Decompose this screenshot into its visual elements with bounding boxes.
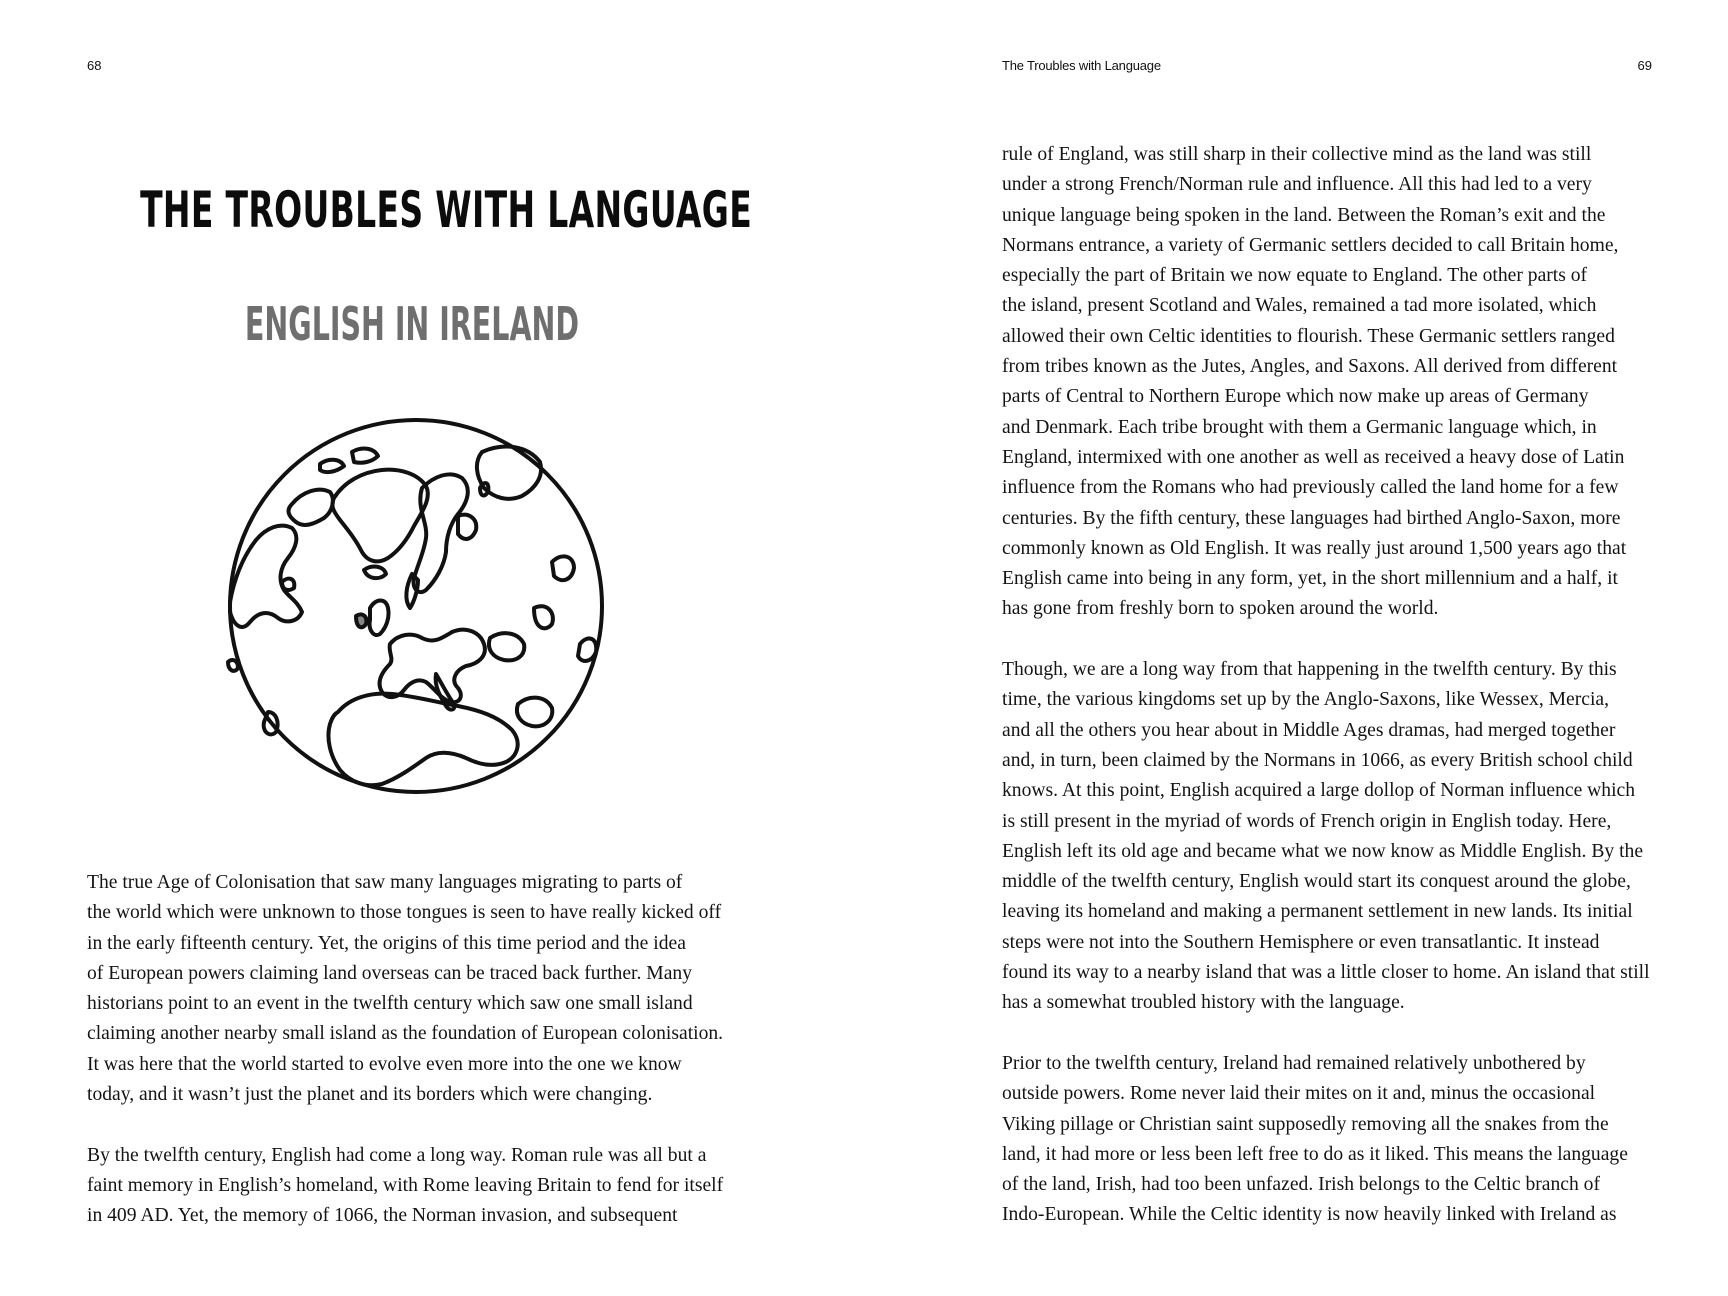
text-line: the world which were unknown to those tongues is seen to have really kicked off	[87, 902, 722, 924]
text-line: centuries. By the fifth century, these languages had birthed Anglo-Saxon, more	[1002, 507, 1621, 529]
text-line: knows. At this point, English acquired a large dollop of Norman influence which	[1002, 780, 1636, 802]
text-line: historians point to an event in the twelfth century which saw one small island	[87, 993, 693, 1015]
text-line: outside powers. Rome never laid their mites on it and, minus the occasional	[1002, 1083, 1596, 1105]
text-line: under a strong French/Norman rule and influence. All this had led to a very	[1002, 174, 1592, 196]
right-page	[864, 0, 1728, 1296]
paragraph	[1002, 655, 1662, 1019]
running-head: The Troubles with Language	[1002, 58, 1161, 73]
text-line: and, in turn, been claimed by the Normans in 1066, as every British school child	[1002, 749, 1633, 771]
text-line: found its way to a nearby island that was a little closer to home. An island that still	[1002, 962, 1650, 984]
text-line: claiming another nearby small island as the foundation of European colonisation.	[87, 1023, 724, 1045]
text-line: By the twelfth century, English had come a long way. Roman rule was all but a	[87, 1144, 707, 1166]
text-line: Viking pillage or Christian saint supposedly removing all the snakes from the	[1002, 1113, 1609, 1135]
chapter-subtitle: ENGLISH IN IRELAND	[244, 297, 580, 351]
text-line: influence from the Romans who had previously called the land home for a few	[1002, 477, 1619, 499]
left-page-body	[87, 868, 747, 1262]
text-line: Indo-European. While the Celtic identity is now heavily linked with Ireland as	[1002, 1204, 1617, 1226]
text-line: faint memory in English’s homeland, with Rome leaving Britain to fend for itself	[87, 1174, 724, 1196]
text-line: leaving its homeland and making a permanent settlement in new lands. Its initial	[1002, 901, 1633, 923]
text-line: Normans entrance, a variety of Germanic settlers decided to call Britain home,	[1002, 234, 1619, 256]
text-line: unique language being spoken in the land. Between the Roman’s exit and the	[1002, 204, 1606, 226]
text-line: in the early fifteenth century. Yet, the origins of this time period and the idea	[87, 932, 686, 954]
text-line: Though, we are a long way from that happening in the twelfth century. By this	[1002, 659, 1617, 681]
text-line: today, and it wasn’t just the planet and its borders which were changing.	[87, 1084, 653, 1106]
text-line: parts of Central to Northern Europe which now make up areas of Germany	[1002, 386, 1589, 408]
text-line: It was here that the world started to evolve even more into the one we know	[87, 1053, 682, 1075]
paragraph	[1002, 140, 1662, 625]
text-line: from tribes known as the Jutes, Angles, and Saxons. All derived from different	[1002, 356, 1618, 378]
globe-europe-icon	[222, 412, 610, 800]
text-line: has a somewhat troubled history with the language.	[1002, 992, 1405, 1014]
text-line: Prior to the twelfth century, Ireland had remained relatively unbothered by	[1002, 1052, 1586, 1074]
chapter-title: THE TROUBLES WITH LANGUAGE	[140, 181, 753, 239]
text-line: and all the others you hear about in Middle Ages dramas, had merged together	[1002, 719, 1616, 741]
text-line: land, it had more or less been left free to do as it liked. This means the language	[1002, 1143, 1628, 1165]
text-line: England, intermixed with one another as well as received a heavy dose of Latin	[1002, 446, 1625, 468]
text-line: commonly known as Old English. It was really just around 1,500 years ago that	[1002, 537, 1627, 559]
text-line: especially the part of Britain we now equate to England. The other parts of	[1002, 265, 1588, 287]
paragraph	[87, 868, 747, 1110]
text-line: English left its old age and became what we now know as Middle English. By the	[1002, 840, 1644, 862]
text-line: middle of the twelfth century, English would start its conquest around the globe,	[1002, 871, 1631, 893]
paragraph	[1002, 1049, 1662, 1231]
text-line: has gone from freshly born to spoken around the world.	[1002, 598, 1439, 620]
text-line: and Denmark. Each tribe brought with them a Germanic language which, in	[1002, 416, 1597, 438]
text-line: allowed their own Celtic identities to flourish. These Germanic settlers ranged	[1002, 325, 1615, 347]
page-number-left: 68	[87, 58, 102, 73]
page-number-right: 69	[1637, 58, 1652, 73]
right-page-body	[1002, 140, 1662, 1261]
text-line: The true Age of Colonisation that saw many languages migrating to parts of	[87, 872, 683, 893]
text-line: steps were not into the Southern Hemisphere or even transatlantic. It instead	[1002, 931, 1600, 953]
text-line: of the land, Irish, had too been unfazed. Irish belongs to the Celtic branch of	[1002, 1174, 1600, 1196]
paragraph	[87, 1141, 747, 1232]
text-line: the island, present Scotland and Wales, remained a tad more isolated, which	[1002, 295, 1597, 317]
text-line: English came into being in any form, yet, in the short millennium and a half, it	[1002, 568, 1618, 590]
text-line: is still present in the myriad of words of French origin in English today. Here,	[1002, 810, 1612, 832]
text-line: of European powers claiming land overseas can be traced back further. Many	[87, 962, 692, 984]
text-line: rule of England, was still sharp in their collective mind as the land was still	[1002, 144, 1592, 165]
text-line: time, the various kingdoms set up by the Anglo-Saxons, like Wessex, Mercia,	[1002, 689, 1610, 711]
text-line: in 409 AD. Yet, the memory of 1066, the Norman invasion, and subsequent	[87, 1205, 678, 1227]
